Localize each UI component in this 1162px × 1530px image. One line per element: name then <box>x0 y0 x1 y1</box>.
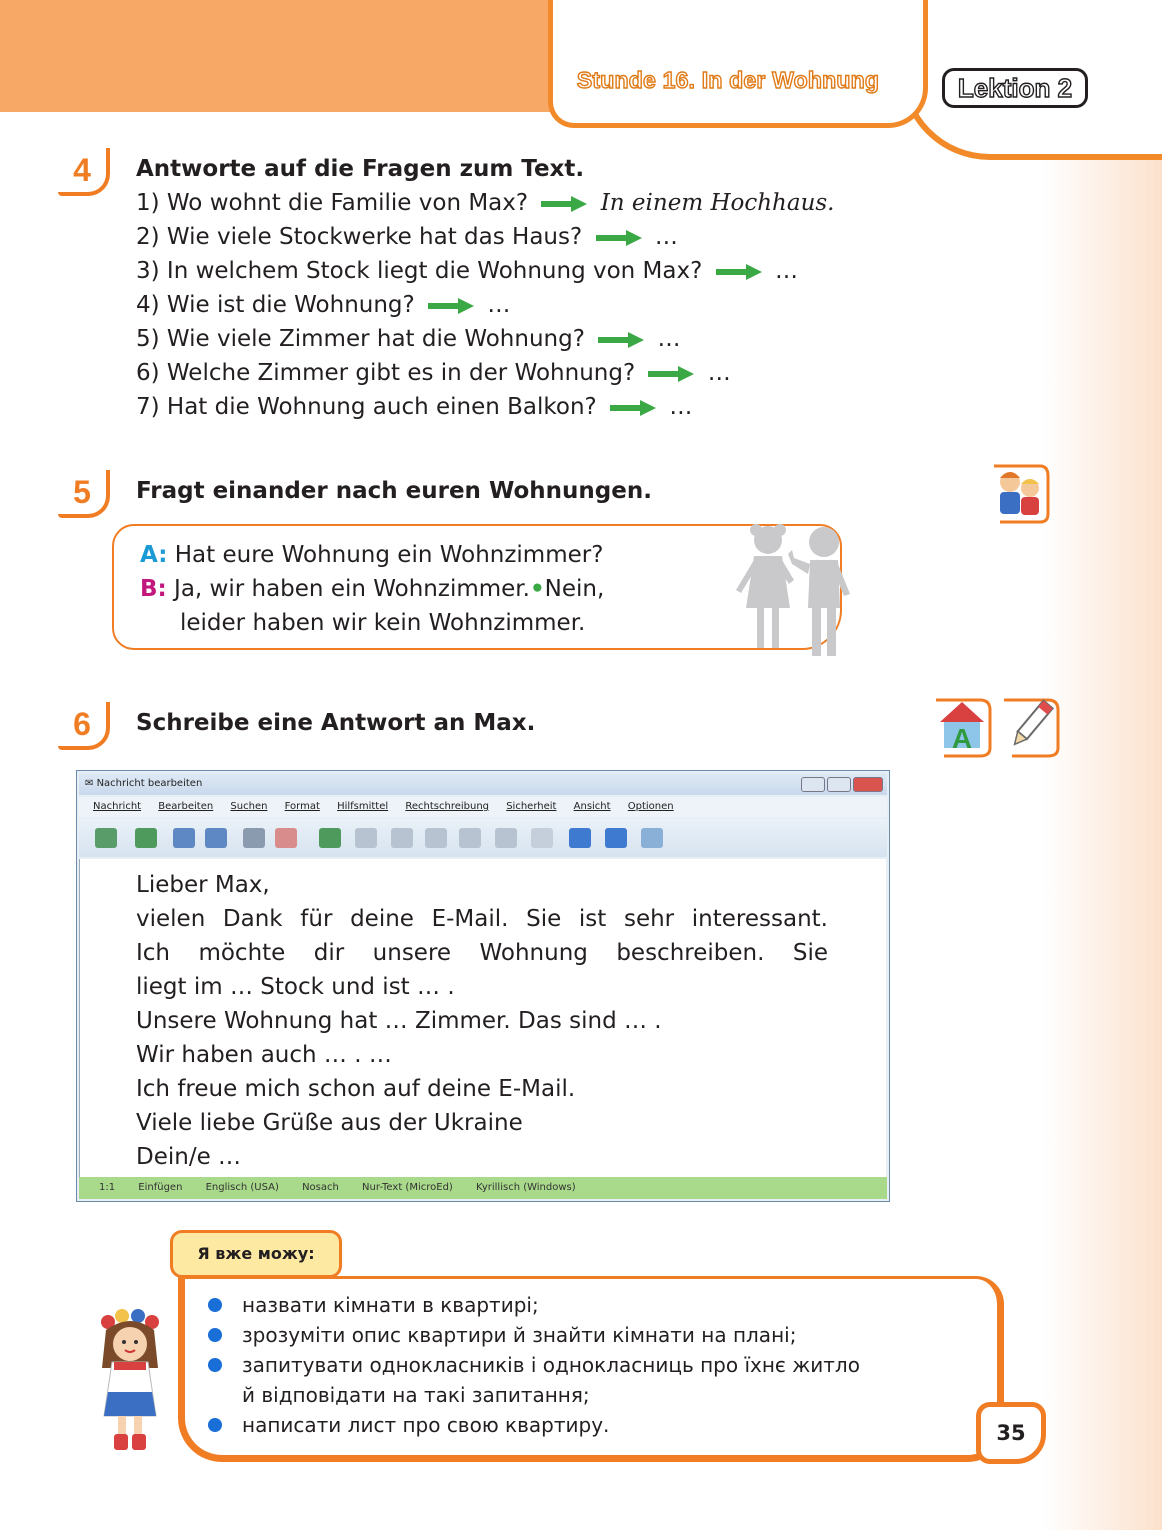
writing-house-icon <box>932 694 994 758</box>
status-position: 1:1 <box>99 1182 116 1193</box>
question-item <box>136 220 936 254</box>
question-text: 3) In welchem Stock liegt die Wohnung von Max? <box>136 258 703 284</box>
lesson-title: Stunde 16. In der Wohnung <box>576 67 880 93</box>
answer-text: In einem Hochhaus. <box>600 190 835 216</box>
self-check-item: написати лист про свою квартиру. <box>242 1413 610 1437</box>
answer-placeholder: … <box>657 326 681 352</box>
dialog-line-b-cont: leider haben wir kein Wohnzimmer. <box>180 610 586 636</box>
answer-placeholder: … <box>654 224 678 250</box>
question-item <box>136 288 936 322</box>
answer-placeholder: … <box>707 360 731 386</box>
letter-line: Unsere Wohnung hat … Zimmer. Das sind … . <box>136 1008 662 1034</box>
arrow-right-icon <box>596 230 642 246</box>
separator-dot: • <box>529 576 545 602</box>
minimize-icon[interactable] <box>801 777 825 792</box>
pair-work-icon <box>990 462 1050 524</box>
arrow-right-icon <box>610 400 656 416</box>
self-check-item: запитувати однокласників і однокласниць про їхнє житло <box>242 1353 860 1377</box>
encrypt-icon[interactable] <box>569 828 591 848</box>
paste-icon[interactable] <box>459 828 481 848</box>
speaker-b-alt-text: Nein, <box>544 576 605 602</box>
question-item <box>136 186 936 220</box>
arrow-right-icon <box>716 264 762 280</box>
children-silhouette-image <box>728 520 858 662</box>
status-insert-mode: Einfügen <box>138 1182 183 1193</box>
question-text: 2) Wie viele Stockwerke hat das Haus? <box>136 224 583 250</box>
menu-item-format[interactable]: Format <box>284 801 320 812</box>
exercise-5-title: Fragt einander nach euren Wohnungen. <box>136 478 652 504</box>
menu-item-hilfsmittel[interactable]: Hilfsmittel <box>337 801 389 812</box>
letter-line: Lieber Max, <box>136 872 270 898</box>
speaker-b-text: Ja, wir haben ein Wohnzimmer. <box>174 576 530 602</box>
self-check-item: назвати кімнати в квартирі; <box>242 1293 539 1317</box>
status-encoding: Kyrillisch (Windows) <box>476 1182 576 1193</box>
pencil-icon <box>1000 694 1062 758</box>
undo-icon[interactable] <box>319 828 341 848</box>
toolbar <box>79 819 887 857</box>
maximize-icon[interactable] <box>827 777 851 792</box>
find-icon[interactable] <box>531 828 553 848</box>
menu-item-suchen[interactable]: Suchen <box>230 801 268 812</box>
question-item <box>136 356 936 390</box>
attach-icon[interactable] <box>205 828 227 848</box>
header-band <box>0 0 560 112</box>
unit-badge: Lektion 2 <box>942 68 1088 108</box>
letter-line: Ich möchte dir unsere Wohnung beschreiben. Sie <box>136 940 828 966</box>
question-text: 4) Wie ist die Wohnung? <box>136 292 415 318</box>
window-app-icon: ✉ <box>85 778 94 789</box>
page-right-gradient <box>1042 0 1162 1530</box>
dialog-line-a <box>140 538 603 572</box>
bullet-icon <box>208 1358 222 1372</box>
self-check-item-cont: й відповідати на такі запитання; <box>242 1383 590 1407</box>
answer-placeholder: … <box>487 292 511 318</box>
svg-text:A: A <box>951 723 973 754</box>
question-item <box>136 390 936 424</box>
sign-icon[interactable] <box>605 828 627 848</box>
bullet-icon <box>208 1418 222 1432</box>
question-text: 5) Wie viele Zimmer hat die Wohnung? <box>136 326 585 352</box>
speaker-a-text: Hat eure Wohnung ein Wohnzimmer? <box>174 542 604 568</box>
window-titlebar <box>79 773 887 795</box>
dialog-line-b <box>140 572 604 606</box>
close-icon[interactable] <box>853 777 883 792</box>
status-language: Englisch (USA) <box>205 1182 279 1193</box>
menu-item-optionen[interactable]: Optionen <box>627 801 674 812</box>
save-icon[interactable] <box>275 828 297 848</box>
letter-line: vielen Dank für deine E-Mail. Sie ist sehr interessant. <box>136 906 828 932</box>
girl-in-costume-image <box>88 1308 176 1458</box>
answer-placeholder: … <box>669 394 693 420</box>
menu-item-ansicht[interactable]: Ansicht <box>573 801 611 812</box>
arrow-right-icon <box>598 332 644 348</box>
copy-icon[interactable] <box>391 828 413 848</box>
arrow-right-icon <box>428 298 474 314</box>
question-text: 1) Wo wohnt die Familie von Max? <box>136 190 529 216</box>
letter-line: Ich freue mich schon auf deine E-Mail. <box>136 1076 576 1102</box>
exercise-6-title: Schreibe eine Antwort an Max. <box>136 710 536 736</box>
question-item <box>136 254 936 288</box>
receive-icon[interactable] <box>135 828 157 848</box>
window-controls <box>799 777 883 799</box>
menu-item-bearbeiten[interactable]: Bearbeiten <box>158 801 214 812</box>
question-list <box>136 186 936 424</box>
arrow-right-icon <box>541 196 587 212</box>
menu-item-rechtschreibung[interactable]: Rechtschreibung <box>405 801 490 812</box>
question-text: 6) Welche Zimmer gibt es in der Wohnung? <box>136 360 636 386</box>
send-icon[interactable] <box>95 828 117 848</box>
speaker-a-label: A: <box>140 542 168 568</box>
speaker-b-label: B: <box>140 576 167 602</box>
status-spellcheck: Nosach <box>302 1182 339 1193</box>
status-bar <box>79 1177 887 1199</box>
menu-item-sicherheit[interactable]: Sicherheit <box>506 801 557 812</box>
exercise-number-4: 4 <box>58 148 110 196</box>
question-text: 7) Hat die Wohnung auch einen Balkon? <box>136 394 597 420</box>
question-item <box>136 322 936 356</box>
page-number: 35 <box>976 1402 1046 1464</box>
exercise-number-6: 6 <box>58 702 110 750</box>
print-icon[interactable] <box>243 828 265 848</box>
answer-placeholder: … <box>774 258 798 284</box>
bullet-icon <box>208 1298 222 1312</box>
menu-item-nachricht[interactable]: Nachricht <box>93 801 142 812</box>
address-book-icon[interactable] <box>173 828 195 848</box>
letter-line: Dein/e … <box>136 1144 242 1170</box>
options-icon[interactable] <box>641 828 663 848</box>
menu-bar <box>79 797 887 817</box>
letter-line: Viele liebe Grüße aus der Ukraine <box>136 1110 523 1136</box>
status-format: Nur-Text (MicroEd) <box>362 1182 453 1193</box>
letter-line: liegt im … Stock und ist … . <box>136 974 455 1000</box>
exercise-4-title: Antworte auf die Fragen zum Text. <box>136 156 585 182</box>
arrow-right-icon <box>648 366 694 382</box>
cut-icon[interactable] <box>425 828 447 848</box>
redo-icon[interactable] <box>355 828 377 848</box>
bullet-icon <box>208 1328 222 1342</box>
letter-line: Wir haben auch … . … <box>136 1042 392 1068</box>
delete-icon[interactable] <box>495 828 517 848</box>
exercise-number-5: 5 <box>58 470 110 518</box>
self-check-label: Я вже можу: <box>170 1230 342 1278</box>
window-title: Nachricht bearbeiten <box>96 778 203 789</box>
self-check-item: зрозуміти опис квартири й знайти кімнати на плані; <box>242 1323 797 1347</box>
